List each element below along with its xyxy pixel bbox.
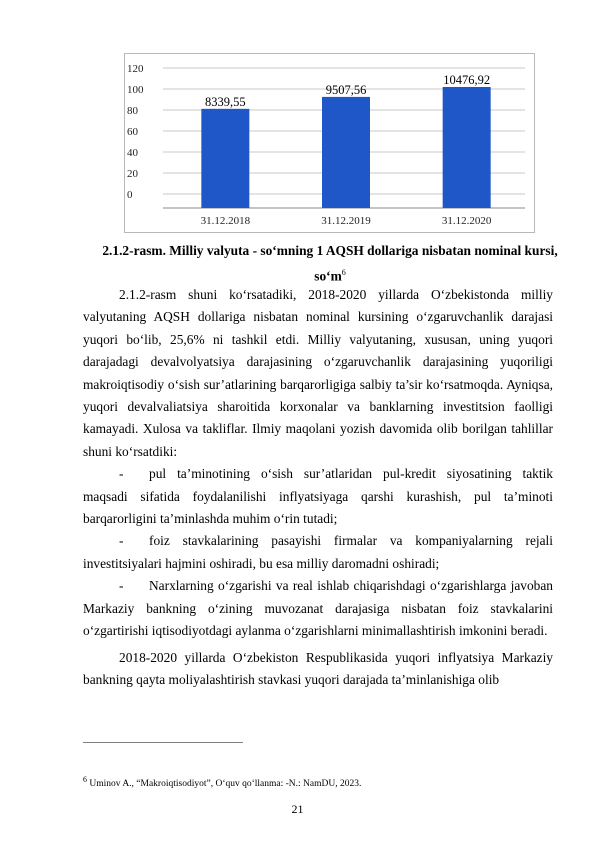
bullet-1 bbox=[83, 463, 553, 530]
caption-note-mark: 6 bbox=[341, 268, 346, 277]
bar-chart bbox=[124, 53, 535, 233]
bar bbox=[443, 87, 491, 208]
bullet-3-text: Narxlarning o‘zgarishi va real ishlab chiqarishdagi o‘zgarishlarga javoban Markaziy bankning o‘zining muvozanat darajasiga nisbatan foiz stavkalarini o‘zgartirishi iqtisodiyotdagi aylanma o‘zgarishlarni minimallashtirish imkonini beradi. bbox=[83, 578, 553, 639]
dash-mark: - bbox=[119, 466, 124, 482]
y-tick-label: 40 bbox=[127, 147, 138, 159]
figure-caption bbox=[96, 240, 564, 287]
x-tick-label: 31.12.2018 bbox=[200, 215, 251, 227]
dash-mark: - bbox=[119, 578, 124, 594]
bar-data-label: 10476,92 bbox=[443, 73, 491, 87]
bullet-1-text: pul ta’minotining o‘sish sur’atlaridan pul-kredit siyosatining taktik maqsadi sifatida foydalanilishi inflyatsiyaga qarshi kurashish, pul ta’minoti barqarorligini ta’minlashda muhim o‘rin tutadi; bbox=[83, 466, 553, 527]
caption-text: 2.1.2-rasm. Milliy valyuta - so‘mning 1 AQSH dollariga nisbatan nominal kursi, so‘m bbox=[102, 243, 558, 284]
x-tick-label: 31.12.2020 bbox=[441, 215, 492, 227]
y-tick-label: 120 bbox=[127, 63, 144, 75]
bullet-2-text: foiz stavkalarining pasayishi firmalar va kompaniyalarning rejali investitsiyalari hajmini oshiradi, bu esa milliy daromadni oshiradi; bbox=[83, 533, 553, 571]
footnote-separator bbox=[83, 742, 243, 743]
paragraph-1: 2.1.2-rasm shuni ko‘rsatadiki, 2018-2020 yillarda O‘zbekistonda milliy valyutaning AQSH dollariga nisbatan nominal kursining o‘zgaruvchanlik darajasi yuqori bo‘lib, 25,6% ni tashkil etdi. Milliy valyutaning, xususan, uning yuqori darajadagi devalvolyatsiya darajasining o‘zgaruvchanlik darajasining yuqoriligi makroiqtisodiy o‘sish sur’atlarining barqarorligiga salbiy ta’sir ko‘rsatmoqda. Ayniqsa, yuqori devalvaliatsiya sharoitida korxonalar va banklarning investitsion faolligi kamayadi. Xulosa va takliflar. Ilmiy maqolani yozish davomida olib borilgan tahlillar shuni ko‘rsatdiki: bbox=[83, 287, 553, 459]
y-tick-label: 80 bbox=[127, 105, 138, 117]
bar bbox=[322, 97, 370, 208]
dash-mark: - bbox=[119, 533, 124, 549]
bullet-2 bbox=[83, 530, 553, 575]
bar-data-label: 8339,55 bbox=[205, 94, 246, 109]
bullet-3 bbox=[83, 575, 553, 642]
y-tick-label: 60 bbox=[127, 126, 138, 138]
bar bbox=[201, 109, 249, 208]
y-tick-label: 20 bbox=[127, 168, 138, 180]
x-tick-label: 31.12.2019 bbox=[321, 215, 371, 227]
page-number: 21 bbox=[291, 802, 304, 816]
y-tick-label: 100 bbox=[127, 84, 144, 96]
footnote-mark: 6 bbox=[83, 775, 87, 784]
footnote bbox=[83, 775, 361, 789]
paragraph-2: 2018-2020 yillarda O‘zbekiston Respublikasida yuqori inflyatsiya Markaziy bankning qayta moliyalashtirish stavkasi yuqori darajada ta’minlanishiga olib bbox=[83, 649, 553, 687]
article-body bbox=[83, 284, 553, 691]
chart-canvas bbox=[125, 54, 534, 232]
footnote-text: Uminov A., “Makroiqtisodiyot”, O‘quv qo‘llanma: -N.: NamDU, 2023. bbox=[89, 779, 362, 790]
bar-data-label: 9507,56 bbox=[325, 82, 367, 97]
y-tick-label: 0 bbox=[127, 189, 133, 201]
